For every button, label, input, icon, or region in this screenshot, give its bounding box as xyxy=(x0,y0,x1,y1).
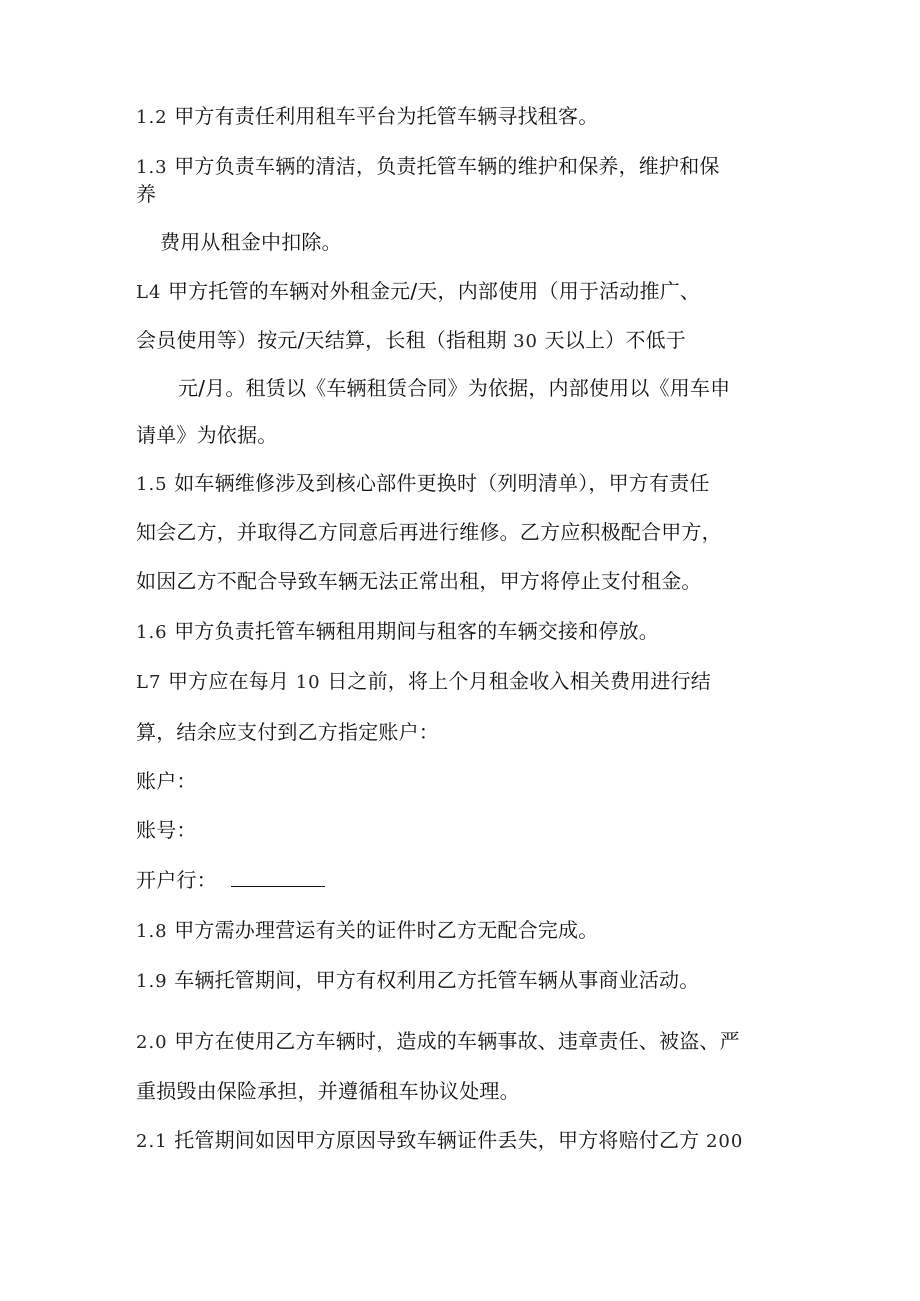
clause-1-2 xyxy=(136,102,598,132)
clause-1-3-cont xyxy=(160,228,342,256)
clause-2-0-cont xyxy=(136,1077,520,1105)
account-name-line xyxy=(136,767,197,795)
clause-number: 1.6 xyxy=(136,622,168,643)
clause-text: 甲方负责托管车辆租用期间与租客的车辆交接和停放。 xyxy=(174,619,660,643)
clause-number: 2.0 xyxy=(136,1032,168,1053)
long-term-days: 30 xyxy=(513,331,539,352)
clause-text: 日之前，将上个月租金收入相关费用进行结 xyxy=(327,669,712,693)
clause-number: 2.1 xyxy=(136,1131,168,1152)
clause-number: 1.9 xyxy=(136,971,168,992)
clause-text: 养 xyxy=(136,182,157,206)
clause-1-3 xyxy=(136,152,720,182)
clause-1-4-cont xyxy=(136,326,686,356)
clause-1-4 xyxy=(136,277,700,307)
clause-text: 算，结余应支付到乙方指定账户： xyxy=(136,720,439,744)
clause-number: 1.5 xyxy=(136,474,168,495)
clause-text: 如车辆维修涉及到核心部件更换时（列明清单），甲方有责任 xyxy=(174,471,710,495)
clause-text: 甲方需办理营运有关的证件时乙方无配合完成。 xyxy=(174,918,599,942)
clause-text: 甲方有责任利用租车平台为托管车辆寻找租客。 xyxy=(174,104,599,128)
clause-number: 1.3 xyxy=(136,157,168,178)
clause-text: 元/月。租赁以《车辆租赁合同》为依据，内部使用以《用车申 xyxy=(178,376,731,400)
bank-label: 开户行： xyxy=(136,868,217,892)
clause-text: 请单》为依据。 xyxy=(136,423,278,447)
clause-text: 车辆托管期间，甲方有权利用乙方托管车辆从事商业活动。 xyxy=(174,968,700,992)
clause-1-5 xyxy=(136,469,710,499)
clause-2-0 xyxy=(136,1027,740,1057)
clause-text: 托管期间如因甲方原因导致车辆证件丢失，甲方将赔付乙方 xyxy=(174,1128,700,1152)
clause-1-7 xyxy=(136,667,711,697)
clause-1-5-cont2 xyxy=(136,567,702,595)
bank-line xyxy=(136,866,325,894)
clause-text: 费用从租金中扣除。 xyxy=(160,230,342,254)
clause-number: L4 xyxy=(136,282,162,303)
account-number-line xyxy=(136,816,197,844)
clause-text: 甲方托管的车辆对外租金元/天，内部使用（用于活动推广、 xyxy=(167,279,701,303)
clause-number: 1.8 xyxy=(136,921,168,942)
clause-text: 天以上）不低于 xyxy=(544,328,686,352)
clause-1-4-cont2 xyxy=(178,374,730,402)
clause-1-6 xyxy=(136,617,659,647)
clause-number: 1.2 xyxy=(136,107,168,128)
clause-text: 甲方应在每月 xyxy=(167,669,290,693)
clause-1-9 xyxy=(136,966,699,996)
clause-text: 会员使用等）按元/天结算，长租（指租期 xyxy=(136,328,507,352)
clause-text: 甲方在使用乙方车辆时，造成的车辆事故、违章责任、被盗、严 xyxy=(174,1029,740,1053)
clause-1-8 xyxy=(136,916,598,946)
clause-1-3-wrap xyxy=(136,180,156,208)
clause-text: 如因乙方不配合导致车辆无法正常出租，甲方将停止支付租金。 xyxy=(136,569,702,593)
clause-1-7-cont xyxy=(136,718,439,746)
clause-2-1 xyxy=(136,1126,743,1156)
bank-blank-underline xyxy=(231,868,325,887)
account-name-label: 账户： xyxy=(136,769,197,793)
pay-day: 10 xyxy=(295,672,321,693)
clause-text: 知会乙方，并取得乙方同意后再进行维修。乙方应积极配合甲方， xyxy=(136,520,722,544)
account-number-label: 账号： xyxy=(136,818,197,842)
clause-1-4-cont3 xyxy=(136,421,277,449)
clause-1-5-cont xyxy=(136,518,722,546)
clause-text: 甲方负责车辆的清洁，负责托管车辆的维护和保养，维护和保 xyxy=(174,154,720,178)
clause-number: L7 xyxy=(136,672,162,693)
clause-text: 重损毁由保险承担，并遵循租车协议处理。 xyxy=(136,1079,520,1103)
compensation-amount: 200 xyxy=(705,1131,744,1152)
